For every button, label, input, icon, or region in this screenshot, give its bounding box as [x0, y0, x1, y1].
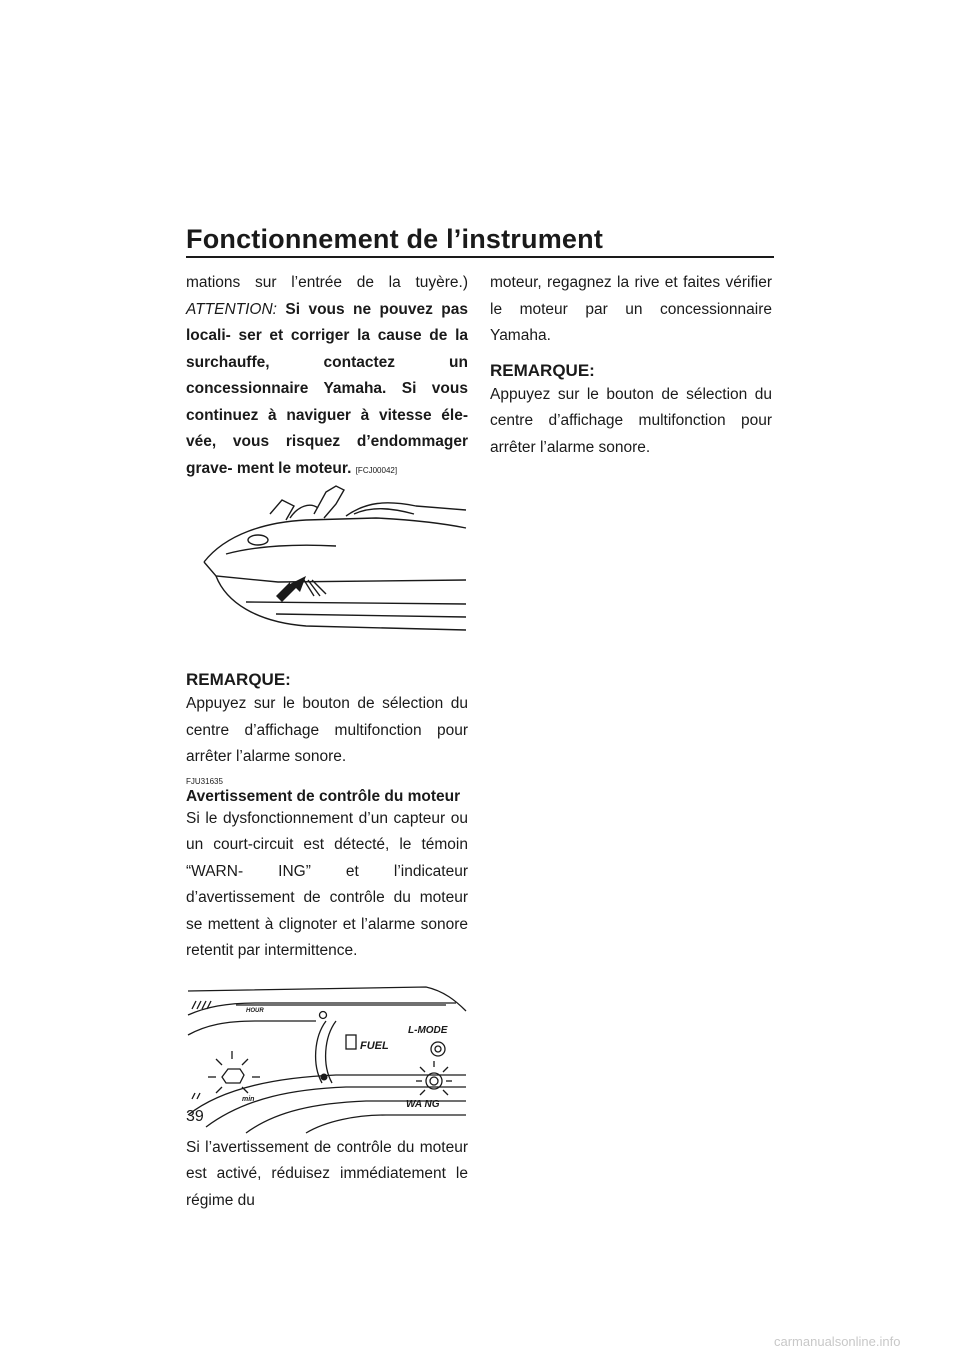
jet-ski-illustration: [186, 484, 468, 659]
section-heading: Avertissement de contrôle du moteur: [186, 787, 461, 805]
paragraph-after-illustration: Si l’avertissement de contrôle du moteur est activé, réduisez immédiatement le régime du: [186, 1138, 468, 1209]
gauge-hour-label: HOUR: [246, 1007, 264, 1014]
attention-code: [FCJ00042]: [355, 465, 398, 475]
attention-text: Si vous ne pouvez pas locali- ser et corriger la cause de la surchauffe, contactez un concessionnaire Yamaha. Si vous continuez à naviguer à vitesse éle- vée, vous risquez d’endommager grave- ment le moteur.: [186, 300, 468, 477]
title-rule: [186, 256, 774, 258]
section-code: FJU31635: [186, 776, 223, 786]
gauge-min-label: min: [242, 1095, 255, 1103]
note-heading-right: REMARQUE:: [490, 360, 595, 380]
section-text: Si le dysfonctionnement d’un capteur ou un court-circuit est détecté, le témoin “WARN- ING” et l’indicateur d’avertissement de contrôle du moteur se mettent à clignoter et l’alarme sonore retentit par intermittence.: [186, 809, 468, 959]
note-text-right: Appuyez sur le bouton de sélection du centre d’affichage multifonction pour arrêter l’alarme sonore.: [490, 385, 772, 456]
page-number: 39: [186, 1108, 204, 1125]
page-title: Fonctionnement de l’instrument: [186, 224, 604, 254]
paragraph-continuation-right: moteur, regagnez la rive et faites vérifier le moteur par un concessionnaire Yamaha.: [490, 274, 772, 344]
gauge-warning-label: WA NG: [406, 1098, 440, 1110]
right-column: [490, 270, 772, 461]
paragraph-continuation: mations sur l’entrée de la tuyère.): [186, 274, 468, 291]
gauge-lmode-label: L-MODE: [408, 1024, 448, 1036]
attention-block: [186, 297, 468, 485]
attention-label: ATTENTION:: [186, 300, 277, 318]
note-heading: REMARQUE:: [186, 670, 291, 689]
watermark: carmanualsonline.info: [774, 1334, 901, 1349]
instrument-panel-illustration: [186, 965, 468, 1135]
left-column: [186, 270, 468, 1214]
gauge-fuel-label: FUEL: [360, 1039, 389, 1052]
note-text: Appuyez sur le bouton de sélection du centre d’affichage multifonction pour arrêter l’alarme sonore.: [186, 695, 468, 765]
